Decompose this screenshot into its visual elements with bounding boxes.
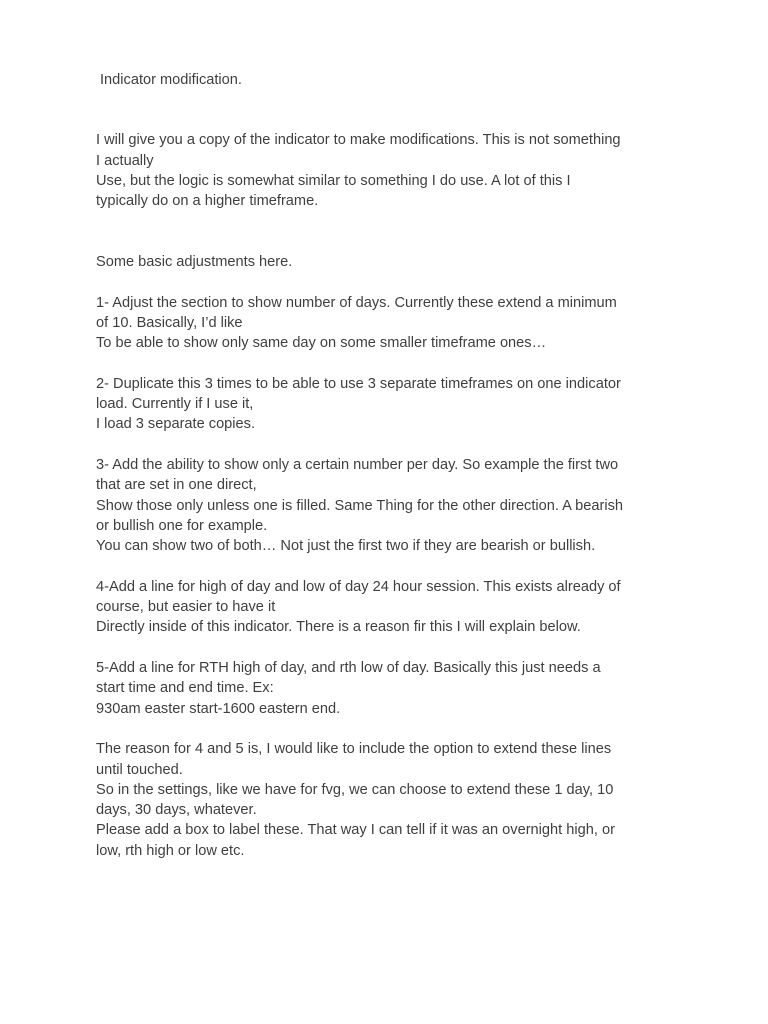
item-4-paragraph (96, 577, 676, 638)
reason-paragraph (96, 739, 676, 861)
text-line: I will give you a copy of the indicator to make modifications. This is not something (96, 132, 621, 149)
text-line: start time and end time. Ex: (96, 680, 274, 697)
text-line: Directly inside of this indicator. There is a reason fir this I will explain below. (96, 619, 581, 636)
text-line: 5-Add a line for RTH high of day, and rth low of day. Basically this just needs a (96, 660, 601, 677)
text-line: Please add a box to label these. That way I can tell if it was an overnight high, or (96, 822, 615, 839)
text-line: To be able to show only same day on some smaller timeframe ones… (96, 335, 547, 352)
item-1-paragraph (96, 293, 676, 354)
basic-adjustments-heading (96, 252, 676, 272)
text-line: 2- Duplicate this 3 times to be able to use 3 separate timeframes on one indicator (96, 375, 621, 392)
text-line: low, rth high or low etc. (96, 842, 245, 859)
intro-paragraph (96, 130, 676, 211)
text-line: load. Currently if I use it, (96, 396, 254, 413)
text-line: typically do on a higher timeframe. (96, 193, 319, 210)
text-line: The reason for 4 and 5 is, I would like to include the option to extend these lines (96, 741, 612, 758)
text-line: or bullish one for example. (96, 517, 268, 534)
text-line: I load 3 separate copies. (96, 416, 256, 433)
document-title: Indicator modification. (100, 72, 242, 88)
text-line: Use, but the logic is somewhat similar to something I do use. A lot of this I (96, 172, 571, 189)
text-line: Show those only unless one is filled. Same Thing for the other direction. A bearish (96, 497, 624, 514)
text-line: 3- Add the ability to show only a certain number per day. So example the first two (96, 457, 619, 474)
item-3-paragraph (96, 455, 676, 556)
text-line: So in the settings, like we have for fvg, we can choose to extend these 1 day, 10 (96, 781, 614, 798)
text-line: that are set in one direct, (96, 477, 257, 494)
item-2-paragraph (96, 374, 676, 435)
text-line: of 10. Basically, I’d like (96, 314, 243, 331)
text-line: I actually (96, 152, 154, 169)
document-body (96, 70, 676, 881)
text-line: 4-Add a line for high of day and low of day 24 hour session. This exists already of (96, 578, 621, 595)
text-line: until touched. (96, 761, 183, 778)
text-line: 930am easter start-1600 eastern end. (96, 700, 341, 717)
text-line: You can show two of both… Not just the first two if they are bearish or bullish. (96, 538, 596, 555)
text-line: days, 30 days, whatever. (96, 802, 257, 819)
text-line: course, but easier to have it (96, 599, 276, 616)
item-5-paragraph (96, 658, 676, 719)
text-line: 1- Adjust the section to show number of days. Currently these extend a minimum (96, 294, 617, 311)
text-line: Some basic adjustments here. (96, 254, 293, 271)
